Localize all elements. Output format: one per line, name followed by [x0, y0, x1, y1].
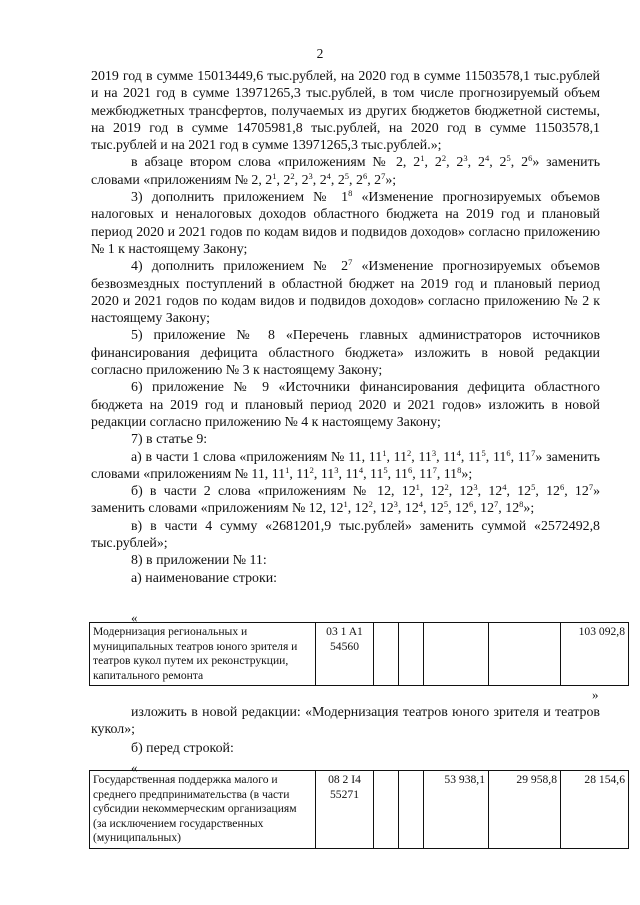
paragraph-item-7b: б) в части 2 слова «приложениям № 12, $12^1$, $12^2$, $12^3$, $12^4$, $12^5$, $12^6$, $12^7$» заменить словами «приложениям № 12, $12^1$, $12^2$, $12^3$, $12^4$, $12^5$, $12^6$, $12^7$, $12^8$»; [91, 482, 601, 517]
amount-2020-cell: 29 958,8 [489, 771, 561, 849]
quote-close-1: » [592, 687, 599, 702]
col3-cell [374, 771, 399, 849]
main-text [91, 68, 600, 587]
paragraph-item-8a: а) наименование строки: [131, 570, 278, 586]
paragraph-item-6: 6) приложение № 9 «Источники финансирования дефицита областного бюджета на 2019 год и плановый период 2020 и 2021 годов» изложить в новой редакции согласно приложению № 4 к настоящему Закону; [91, 380, 600, 430]
paragraph-item-3: 3) дополнить приложением № $1^8$ «Изменение прогнозируемых объемов налоговых и неналоговых доходов областного бюджета на 2019 год и плановый период 2020 и 2021 годов по кодам видов и подвидов доходов» согласно приложению № 1 к настоящему Закону; [91, 188, 600, 257]
table-row [90, 623, 629, 686]
quote-open-1: « [131, 610, 138, 625]
col4-cell [399, 771, 424, 849]
paragraph-continuation: 2019 год в сумме 15013449,6 тыс.рублей, на 2020 год в сумме 11503578,1 тыс.рублей и на 2021 год в сумме 13971265,3 тыс.рублей, в том числе прогнозируемый объем межбюджетных трансфертов, получаемых из других бюджетов бюджетной системы, на 2019 год в сумме 14705981,8 тыс.рублей, на 2020 год в сумме 11503578,1 тыс.рублей и на 2021 год в сумме 13971265,3 тыс.рублей.»; [91, 69, 600, 154]
table-row [90, 771, 629, 849]
target-code-cell: 08 2 I4 55271 [316, 771, 374, 849]
row-name-cell: Модернизация региональных и муниципальных театров юного зрителя и театров кукол путем их реконструкции, капитального ремонта [90, 623, 316, 686]
paragraph-item-7a: а) в части 1 слова «приложениям № 11, $11^1$, $11^2$, $11^3$, $11^4$, $11^5$, $11^6$, $11^7$» заменить словами «приложениям № 11, $11^1$, $11^2$, $11^3$, $11^4$, $11^5$, $11^6$, $11^7$, $11^8$»; [91, 447, 600, 482]
col3-cell [374, 623, 399, 686]
paragraph-item-8b: б) перед строкой: [131, 741, 234, 756]
paragraph-item-8: 8) в приложении № 11: [131, 553, 267, 569]
col5-cell [424, 623, 489, 686]
table-row-before [89, 770, 629, 849]
amount-cell: 103 092,8 [561, 623, 629, 686]
target-code-cell: 03 1 A1 54560 [316, 623, 374, 686]
paragraph-new-name: изложить в новой редакции: «Модернизация театров юного зрителя и театров кукол»; [91, 705, 600, 738]
paragraph-item-4: 4) дополнить приложением № $2^7$ «Изменение прогнозируемых объемов безвозмездных поступлений в областной бюджет на 2019 год и плановый период 2020 и 2021 годов по кодам видов и подвидов доходов» согласно приложению № 2 к настоящему Закону; [91, 257, 600, 327]
amount-2019-cell: 53 938,1 [424, 771, 489, 849]
paragraph-item-5: 5) приложение № 8 «Перечень главных администраторов источников финансирования дефицита областного бюджета» изложить в новой редакции согласно приложению № 3 к настоящему Закону; [91, 328, 600, 379]
paragraph-item-7v: в) в части 4 сумму «2681201,9 тыс.рублей» заменить суммой «2572492,8 тыс.рублей»; [91, 518, 600, 552]
amount-2021-cell: 28 154,6 [561, 771, 629, 849]
quote-open-2: « [131, 760, 138, 775]
col6-cell [489, 623, 561, 686]
paragraph-item-7: 7) в статье 9: [131, 432, 208, 448]
paragraph-abzac: в абзаце втором слова «приложениям № 2, $2^1$, $2^2$, $2^3$, $2^4$, $2^5$, $2^6$» заменить словами «приложениям № 2, $2^1$, $2^2$, $2^3$, $2^4$, $2^5$, $2^6$, $2^7$»; [91, 153, 601, 188]
page-number: 2 [316, 46, 324, 61]
col4-cell [399, 623, 424, 686]
table-row-old-name [89, 622, 629, 686]
row-name-cell: Государственная поддержка малого и среднего предпринимательства (в части субсидии некоммерческим организациям (за исключением государственных (муниципальных) [90, 771, 316, 849]
